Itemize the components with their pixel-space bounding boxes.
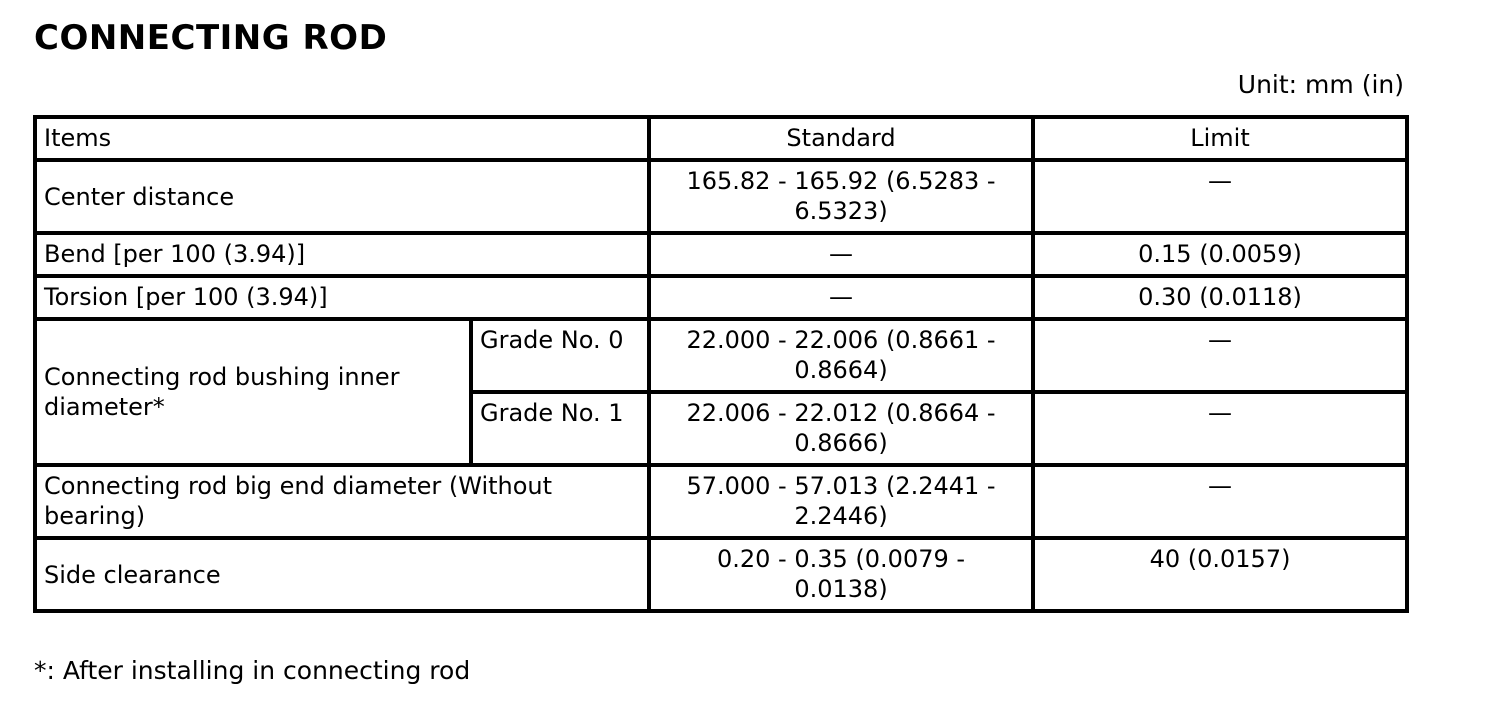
table-row (35, 276, 1407, 319)
item-cell (35, 319, 471, 465)
page-title: CONNECTING ROD (34, 18, 388, 58)
standard-line: 57.000 - 57.013 (2.2441 - (686, 472, 996, 500)
table-row (35, 538, 1407, 611)
item-line: Connecting rod bushing inner (44, 363, 400, 391)
item-cell: Torsion [per 100 (3.94)] (35, 276, 649, 319)
standard-line: 2.2446) (794, 502, 888, 530)
standard-line: 0.0138) (794, 575, 888, 603)
standard-cell (649, 392, 1033, 465)
grade-cell: Grade No. 1 (471, 392, 649, 465)
limit-cell: 40 (0.0157) (1033, 538, 1407, 611)
item-cell: Center distance (35, 160, 649, 233)
item-line: diameter* (44, 393, 165, 421)
standard-line: 22.006 - 22.012 (0.8664 - (686, 399, 996, 427)
standard-cell: — (649, 233, 1033, 276)
header-limit: Limit (1033, 117, 1407, 160)
grade-cell: Grade No. 0 (471, 319, 649, 392)
table-row (35, 233, 1407, 276)
standard-cell (649, 160, 1033, 233)
standard-line: 0.8666) (794, 429, 888, 457)
standard-line: 165.82 - 165.92 (6.5283 - (686, 167, 996, 195)
footnote: *: After installing in connecting rod (34, 656, 471, 685)
table-row (35, 319, 1407, 392)
table-row (35, 160, 1407, 233)
standard-line: 22.000 - 22.006 (0.8661 - (686, 326, 996, 354)
item-line: Connecting rod big end diameter (Without (44, 472, 553, 500)
limit-cell: 0.15 (0.0059) (1033, 233, 1407, 276)
item-cell (35, 465, 649, 538)
limit-cell: — (1033, 160, 1407, 233)
header-items: Items (35, 117, 649, 160)
standard-cell: — (649, 276, 1033, 319)
standard-line: 0.8664) (794, 356, 888, 384)
standard-line: 0.20 - 0.35 (0.0079 - (716, 545, 966, 573)
unit-label: Unit: mm (in) (1237, 70, 1404, 99)
limit-cell: 0.30 (0.0118) (1033, 276, 1407, 319)
connecting-rod-spec-table (33, 115, 1409, 613)
standard-cell (649, 538, 1033, 611)
limit-cell: — (1033, 392, 1407, 465)
table-header-row (35, 117, 1407, 160)
limit-cell: — (1033, 465, 1407, 538)
header-standard: Standard (649, 117, 1033, 160)
standard-cell (649, 465, 1033, 538)
item-line: bearing) (44, 502, 146, 530)
item-cell: Bend [per 100 (3.94)] (35, 233, 649, 276)
standard-line: 6.5323) (794, 197, 888, 225)
item-cell: Side clearance (35, 538, 649, 611)
standard-cell (649, 319, 1033, 392)
table-row (35, 465, 1407, 538)
limit-cell: — (1033, 319, 1407, 392)
